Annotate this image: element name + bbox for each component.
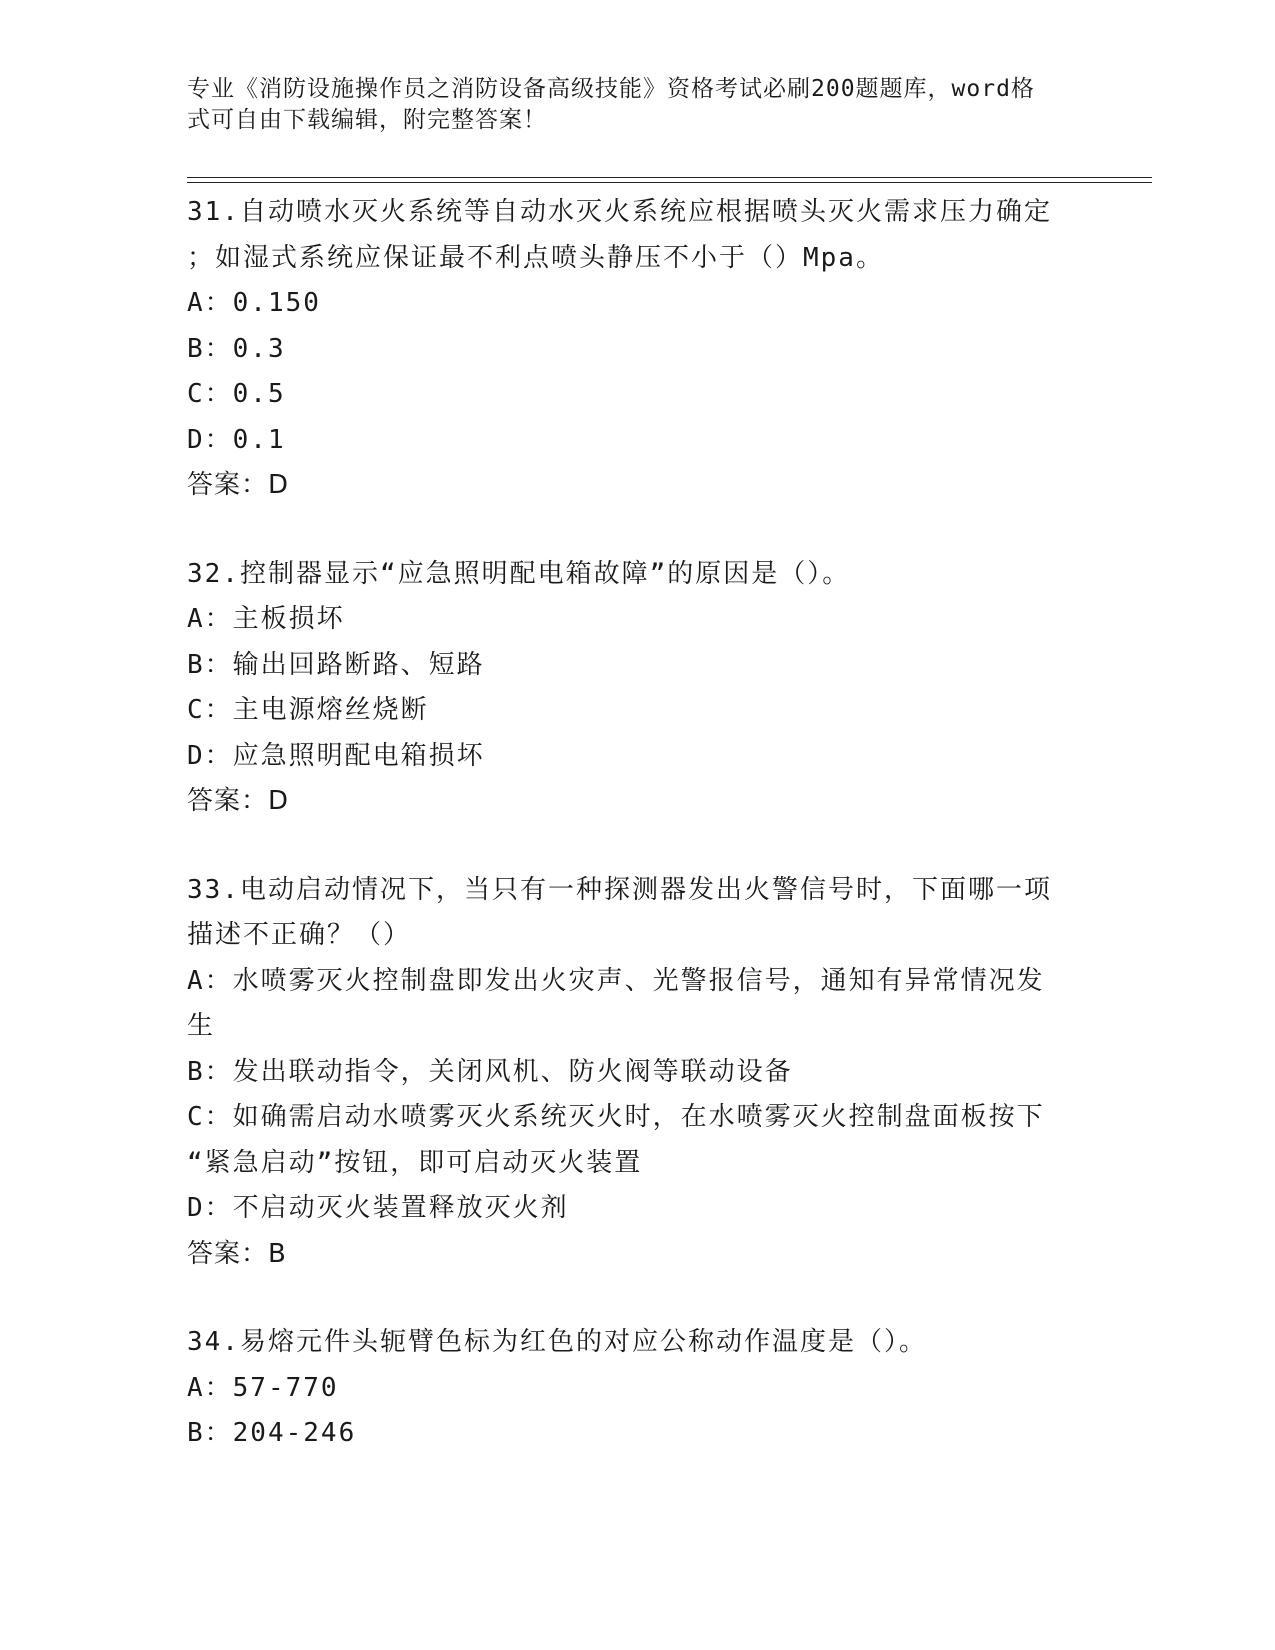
question-list xyxy=(187,190,1067,1500)
answer-option: C：0.5 xyxy=(187,379,286,409)
answer-option: A：主板损坏 xyxy=(187,604,345,634)
question-block xyxy=(187,868,1067,1278)
question-block xyxy=(187,190,1067,509)
question-block xyxy=(187,1320,1067,1457)
answer-key: 答案：B xyxy=(187,1238,287,1269)
answer-option: A：0.150 xyxy=(187,288,321,318)
answer-option: C：如确需启动水喷雾灭火系统灭火时，在水喷雾灭火控制盘面板按下 xyxy=(187,1102,1045,1132)
answer-option: 生 xyxy=(187,1011,216,1041)
answer-option: A：57-770 xyxy=(187,1372,339,1403)
header-line-1: 专业《消防设施操作员之消防设备高级技能》资格考试必刷200题题库，word格 xyxy=(187,76,1035,102)
header-rule-bottom xyxy=(187,182,1152,183)
header-line-2: 式可自由下载编辑，附完整答案！ xyxy=(187,107,547,133)
answer-option: B：发出联动指令，关闭风机、防火阀等联动设备 xyxy=(187,1056,793,1087)
answer-option: D：不启动灭火装置释放灭火剂 xyxy=(187,1193,569,1223)
question-stem: 33.电动启动情况下，当只有一种探测器发出火警信号时，下面哪一项 xyxy=(187,874,1052,905)
answer-option: C：主电源熔丝烧断 xyxy=(187,695,429,725)
answer-option: A：水喷雾灭火控制盘即发出火灾声、光警报信号，通知有异常情况发 xyxy=(187,965,1045,996)
header-rule-top xyxy=(187,177,1152,178)
question-stem: 31.自动喷水灭火系统等自动水灭火系统应根据喷头灭火需求压力确定 xyxy=(187,197,1052,227)
answer-key: 答案：D xyxy=(187,786,290,816)
question-stem: 34.易熔元件头轭臂色标为红色的对应公称动作温度是（）。 xyxy=(187,1327,927,1357)
answer-option: B：204-246 xyxy=(187,1418,357,1448)
question-stem: ；如湿式系统应保证最不利点喷头静压不小于（）Mpa。 xyxy=(187,242,884,273)
question-stem: 32.控制器显示“应急照明配电箱故障”的原因是（）。 xyxy=(187,558,851,589)
question-block xyxy=(187,552,1067,825)
answer-option: B：0.3 xyxy=(187,333,286,364)
answer-option: D：0.1 xyxy=(187,424,286,455)
answer-key: 答案：D xyxy=(187,470,290,500)
answer-option: D：应急照明配电箱损坏 xyxy=(187,740,485,771)
question-stem: 描述不正确？（） xyxy=(187,920,412,950)
answer-option: B：输出回路断路、短路 xyxy=(187,649,485,680)
document-header xyxy=(187,74,1067,136)
answer-option: “紧急启动”按钮，即可启动灭火装置 xyxy=(187,1147,643,1178)
